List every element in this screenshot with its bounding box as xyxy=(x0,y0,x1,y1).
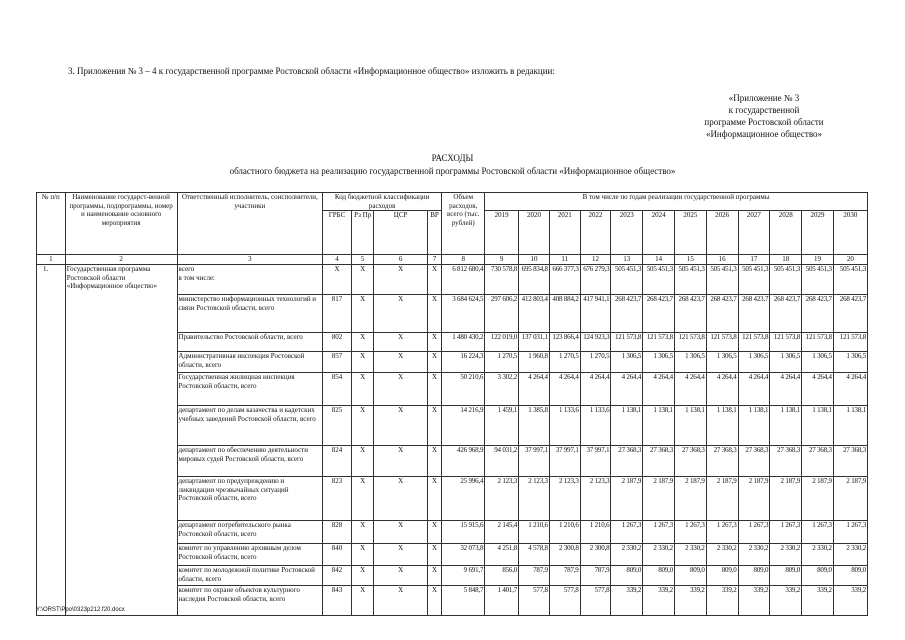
year-value-cell: 339,2 xyxy=(738,586,770,616)
year-value-cell: 339,2 xyxy=(611,586,643,616)
grbs-cell: 825 xyxy=(323,406,352,446)
executor-cell xyxy=(177,373,323,406)
year-value-cell: 676 279,3 xyxy=(580,265,611,295)
appendix-line: «Информационное общество» xyxy=(705,129,823,139)
appendix-line: «Приложение № 3 xyxy=(728,93,800,103)
year-value-cell: 268 423,7 xyxy=(643,295,675,333)
year-value-cell: 412 803,4 xyxy=(519,295,550,333)
vr-cell: X xyxy=(427,406,441,446)
header-vr: ВР xyxy=(427,211,441,255)
year-value-cell: 297 606,2 xyxy=(485,295,519,333)
executor-cell xyxy=(177,477,323,521)
year-value-cell: 27 368,3 xyxy=(611,446,643,477)
year-value-cell: 809,0 xyxy=(706,566,738,586)
header-volume: Объем расходов, всего (тыс. рублей) xyxy=(442,193,485,255)
rzpr-cell: X xyxy=(351,446,374,477)
vr-cell: X xyxy=(427,295,441,333)
year-value-cell: 1 138,1 xyxy=(706,406,738,446)
rzpr-cell: X xyxy=(351,373,374,406)
year-value-cell: 2 123,3 xyxy=(485,477,519,521)
executor-text: министерство информационных технологий и связи Ростовской области, всего xyxy=(178,295,317,312)
program-name: Государственная программа Ростовской области «Информационное общество» xyxy=(65,265,177,616)
vr-cell: X xyxy=(427,477,441,521)
csr-cell: X xyxy=(374,586,427,616)
column-index: 6 xyxy=(374,255,427,265)
grbs-cell: 840 xyxy=(323,544,352,566)
column-index: 17 xyxy=(738,255,770,265)
header-year: 2024 xyxy=(643,211,675,255)
year-value-cell: 2 330,2 xyxy=(802,544,834,566)
year-value-cell: 1 270,5 xyxy=(580,352,611,373)
vr-cell: X xyxy=(427,566,441,586)
executor-text: комитет по молодежной политике Ростовской области, всего xyxy=(178,566,315,583)
year-value-cell: 37 997,1 xyxy=(519,446,550,477)
year-value-cell: 339,2 xyxy=(833,586,867,616)
header-name: Наименование государст-венной программы, подпрограммы, номер и наименование основного мероприятия xyxy=(65,193,177,255)
year-value-cell: 268 423,7 xyxy=(770,295,802,333)
total-cell: 50 210,6 xyxy=(442,373,485,406)
year-value-cell: 2 330,2 xyxy=(611,544,643,566)
column-index: 11 xyxy=(549,255,580,265)
vr-cell: X xyxy=(427,352,441,373)
year-value-cell: 3 302,2 xyxy=(485,373,519,406)
year-value-cell: 2 187,9 xyxy=(833,477,867,521)
column-index: 8 xyxy=(442,255,485,265)
year-value-cell: 505 451,3 xyxy=(674,265,706,295)
year-value-cell: 27 368,3 xyxy=(706,446,738,477)
year-value-cell: 1 210,6 xyxy=(519,521,550,544)
year-value-cell: 37 997,1 xyxy=(549,446,580,477)
total-cell: 15 915,6 xyxy=(442,521,485,544)
header-year: 2029 xyxy=(802,211,834,255)
year-value-cell: 339,2 xyxy=(706,586,738,616)
header-year: 2026 xyxy=(706,211,738,255)
year-value-cell: 505 451,3 xyxy=(833,265,867,295)
year-value-cell: 1 960,8 xyxy=(519,352,550,373)
year-value-cell: 2 187,9 xyxy=(802,477,834,521)
total-cell: 9 691,7 xyxy=(442,566,485,586)
year-value-cell: 1 138,1 xyxy=(770,406,802,446)
total-cell: 14 216,9 xyxy=(442,406,485,446)
grbs-cell: 842 xyxy=(323,566,352,586)
executor-text: департамент по делам казачества и кадетских учебных заведений Ростовской области, всего xyxy=(178,406,316,423)
year-value-cell: 4 264,4 xyxy=(802,373,834,406)
year-value-cell: 122 019,0 xyxy=(485,333,519,352)
header-budget-code: Код бюджетной классификации расходов xyxy=(323,193,442,211)
year-value-cell: 809,0 xyxy=(802,566,834,586)
year-value-cell: 695 834,8 xyxy=(519,265,550,295)
column-index: 16 xyxy=(706,255,738,265)
year-value-cell: 809,0 xyxy=(643,566,675,586)
year-value-cell: 809,0 xyxy=(611,566,643,586)
appendix-caption xyxy=(679,92,849,140)
year-value-cell: 2 330,2 xyxy=(833,544,867,566)
header-rzpr: Рз Пр xyxy=(351,211,374,255)
year-value-cell: 1 138,1 xyxy=(833,406,867,446)
year-value-cell: 94 031,2 xyxy=(485,446,519,477)
year-value-cell: 2 123,3 xyxy=(519,477,550,521)
document-title: РАСХОДЫ xyxy=(431,153,474,163)
year-value-cell: 1 138,1 xyxy=(674,406,706,446)
column-index: 13 xyxy=(611,255,643,265)
csr-cell: X xyxy=(374,544,427,566)
year-value-cell: 4 264,4 xyxy=(611,373,643,406)
appendix-line: программе Ростовской области xyxy=(704,117,824,127)
year-value-cell: 2 187,9 xyxy=(738,477,770,521)
year-value-cell: 1 267,3 xyxy=(770,521,802,544)
executor-cell xyxy=(177,521,323,544)
csr-cell: X xyxy=(374,295,427,333)
grbs-cell: 802 xyxy=(323,333,352,352)
header-year: 2027 xyxy=(738,211,770,255)
column-index-row xyxy=(37,255,868,265)
vr-cell: X xyxy=(427,333,441,352)
year-value-cell: 268 423,7 xyxy=(738,295,770,333)
grbs-cell: 824 xyxy=(323,446,352,477)
year-value-cell: 268 423,7 xyxy=(833,295,867,333)
year-value-cell: 1 270,5 xyxy=(485,352,519,373)
header-year: 2022 xyxy=(580,211,611,255)
csr-cell: X xyxy=(374,352,427,373)
header-csr: ЦСР xyxy=(374,211,427,255)
total-cell: 5 848,7 xyxy=(442,586,485,616)
year-value-cell: 268 423,7 xyxy=(611,295,643,333)
year-value-cell: 1 267,3 xyxy=(643,521,675,544)
year-value-cell: 787,9 xyxy=(549,566,580,586)
executor-cell xyxy=(177,566,323,586)
executor-text: Административная инспекция Ростовской области, всего xyxy=(178,352,305,369)
year-value-cell: 577,8 xyxy=(519,586,550,616)
year-value-cell: 787,9 xyxy=(519,566,550,586)
year-value-cell: 339,2 xyxy=(770,586,802,616)
expenses-table xyxy=(36,192,868,616)
year-value-cell: 121 573,8 xyxy=(802,333,834,352)
column-index: 5 xyxy=(351,255,374,265)
year-value-cell: 577,8 xyxy=(549,586,580,616)
rzpr-cell: X xyxy=(351,477,374,521)
executor-text: департамент потребительского рынка Ростовской области, всего xyxy=(178,521,291,538)
rzpr-cell: X xyxy=(351,295,374,333)
total-cell: 16 224,3 xyxy=(442,352,485,373)
year-value-cell: 1 401,7 xyxy=(485,586,519,616)
csr-cell: X xyxy=(374,566,427,586)
year-value-cell: 1 138,1 xyxy=(611,406,643,446)
year-value-cell: 417 941,1 xyxy=(580,295,611,333)
column-index: 7 xyxy=(427,255,441,265)
header-row xyxy=(37,193,868,211)
year-value-cell: 2 330,2 xyxy=(674,544,706,566)
year-value-cell: 268 423,7 xyxy=(674,295,706,333)
year-value-cell: 1 385,8 xyxy=(519,406,550,446)
csr-cell: X xyxy=(374,265,427,295)
year-value-cell: 2 187,9 xyxy=(706,477,738,521)
year-value-cell: 2 330,2 xyxy=(770,544,802,566)
executor-text: комитет по охране объектов культурного наследия Ростовской области, всего xyxy=(178,586,300,603)
executor-cell xyxy=(177,406,323,446)
header-year: 2023 xyxy=(611,211,643,255)
year-value-cell: 1 267,3 xyxy=(738,521,770,544)
year-value-cell: 1 267,3 xyxy=(611,521,643,544)
grbs-cell: 843 xyxy=(323,586,352,616)
vr-cell: X xyxy=(427,586,441,616)
column-index: 18 xyxy=(770,255,802,265)
appendix-line: к государственной xyxy=(728,105,800,115)
grbs-cell: 817 xyxy=(323,295,352,333)
csr-cell: X xyxy=(374,406,427,446)
year-value-cell: 339,2 xyxy=(674,586,706,616)
year-value-cell: 268 423,7 xyxy=(706,295,738,333)
grbs-cell: 854 xyxy=(323,373,352,406)
total-cell: 426 968,9 xyxy=(442,446,485,477)
column-index: 9 xyxy=(485,255,519,265)
year-value-cell: 4 264,4 xyxy=(738,373,770,406)
total-cell: 1 480 430,2 xyxy=(442,333,485,352)
column-index: 20 xyxy=(833,255,867,265)
header-year: 2020 xyxy=(519,211,550,255)
executor-cell xyxy=(177,544,323,566)
year-value-cell: 4 264,4 xyxy=(580,373,611,406)
year-value-cell: 1 210,6 xyxy=(580,521,611,544)
year-value-cell: 1 306,5 xyxy=(738,352,770,373)
year-value-cell: 1 270,5 xyxy=(549,352,580,373)
rzpr-cell: X xyxy=(351,566,374,586)
year-value-cell: 121 573,8 xyxy=(770,333,802,352)
executor-text: в том числе: xyxy=(178,273,216,282)
year-value-cell: 4 264,4 xyxy=(549,373,580,406)
intro-paragraph: 3. Приложения № 3 – 4 к государственной программе Ростовской области «Информационное общество» изложить в редакции: xyxy=(68,66,555,76)
year-value-cell: 27 368,3 xyxy=(643,446,675,477)
total-cell: 25 996,4 xyxy=(442,477,485,521)
year-value-cell: 4 264,4 xyxy=(833,373,867,406)
executor-text: всего xyxy=(178,265,195,274)
year-value-cell: 1 138,1 xyxy=(738,406,770,446)
year-value-cell: 1 267,3 xyxy=(674,521,706,544)
csr-cell: X xyxy=(374,333,427,352)
header-year: 2019 xyxy=(485,211,519,255)
vr-cell: X xyxy=(427,265,441,295)
year-value-cell: 1 267,3 xyxy=(706,521,738,544)
column-index: 3 xyxy=(177,255,323,265)
year-value-cell: 2 187,9 xyxy=(643,477,675,521)
year-value-cell: 27 368,3 xyxy=(802,446,834,477)
year-value-cell: 4 251,8 xyxy=(485,544,519,566)
executor-cell xyxy=(177,333,323,352)
column-index: 4 xyxy=(323,255,352,265)
year-value-cell: 1 133,6 xyxy=(580,406,611,446)
vr-cell: X xyxy=(427,373,441,406)
year-value-cell: 1 306,5 xyxy=(706,352,738,373)
year-value-cell: 408 884,2 xyxy=(549,295,580,333)
column-index: 10 xyxy=(519,255,550,265)
year-value-cell: 1 267,3 xyxy=(802,521,834,544)
year-value-cell: 1 459,1 xyxy=(485,406,519,446)
year-value-cell: 124 923,3 xyxy=(580,333,611,352)
year-value-cell: 4 264,4 xyxy=(519,373,550,406)
header-executor: Ответственный исполнитель, соисполнители, участники xyxy=(177,193,323,255)
year-value-cell: 809,0 xyxy=(770,566,802,586)
year-value-cell: 339,2 xyxy=(802,586,834,616)
year-value-cell: 809,0 xyxy=(833,566,867,586)
executor-text: департамент по обеспечению деятельности мировых судей Ростовской области, всего xyxy=(178,446,308,463)
executor-cell xyxy=(177,265,323,295)
rzpr-cell: X xyxy=(351,406,374,446)
year-value-cell: 1 138,1 xyxy=(643,406,675,446)
year-value-cell: 121 573,8 xyxy=(706,333,738,352)
year-value-cell: 27 368,3 xyxy=(770,446,802,477)
year-value-cell: 137 031,1 xyxy=(519,333,550,352)
total-cell: 3 684 624,5 xyxy=(442,295,485,333)
year-value-cell: 505 451,3 xyxy=(643,265,675,295)
year-value-cell: 1 210,6 xyxy=(549,521,580,544)
total-cell: 32 073,8 xyxy=(442,544,485,566)
year-value-cell: 37 997,1 xyxy=(580,446,611,477)
year-value-cell: 4 578,8 xyxy=(519,544,550,566)
year-value-cell: 505 451,3 xyxy=(706,265,738,295)
executor-cell xyxy=(177,352,323,373)
csr-cell: X xyxy=(374,521,427,544)
grbs-cell: X xyxy=(323,265,352,295)
grbs-cell: 857 xyxy=(323,352,352,373)
rzpr-cell: X xyxy=(351,586,374,616)
vr-cell: X xyxy=(427,544,441,566)
year-value-cell: 27 368,3 xyxy=(674,446,706,477)
executor-text: департамент по предупреждению и ликвидации чрезвычайных ситуаций Ростовской области, всего xyxy=(178,477,289,503)
year-value-cell: 4 264,4 xyxy=(706,373,738,406)
executor-text: Правительство Ростовской области, всего xyxy=(178,333,303,342)
year-value-cell: 2 330,2 xyxy=(706,544,738,566)
year-value-cell: 2 123,3 xyxy=(580,477,611,521)
column-index: 12 xyxy=(580,255,611,265)
rzpr-cell: X xyxy=(351,544,374,566)
year-value-cell: 2 145,4 xyxy=(485,521,519,544)
rzpr-cell: X xyxy=(351,333,374,352)
year-value-cell: 505 451,3 xyxy=(802,265,834,295)
year-value-cell: 2 187,9 xyxy=(674,477,706,521)
year-value-cell: 505 451,3 xyxy=(770,265,802,295)
file-path-footer: Y:\ORST\Ppo\0323p212.f20.docx xyxy=(36,607,125,613)
executor-cell xyxy=(177,446,323,477)
header-year: 2021 xyxy=(549,211,580,255)
document-subtitle: областного бюджета на реализацию государственной программы Ростовской области «Информационное общество» xyxy=(229,166,676,176)
executor-text: Государственная жилищная инспекция Ростовской области, всего xyxy=(178,373,295,390)
year-value-cell: 123 866,4 xyxy=(549,333,580,352)
year-value-cell: 2 123,3 xyxy=(549,477,580,521)
executor-cell xyxy=(177,586,323,616)
rzpr-cell: X xyxy=(351,352,374,373)
executor-text: комитет по управлению архивным делом Ростовской области, всего xyxy=(178,544,301,561)
year-value-cell: 505 451,3 xyxy=(738,265,770,295)
year-value-cell: 4 264,4 xyxy=(674,373,706,406)
year-value-cell: 27 368,3 xyxy=(833,446,867,477)
year-value-cell: 577,8 xyxy=(580,586,611,616)
year-value-cell: 787,9 xyxy=(580,566,611,586)
header-years-group: В том числе по годам реализации государственной программы xyxy=(485,193,868,211)
year-value-cell: 2 187,9 xyxy=(770,477,802,521)
year-value-cell: 2 187,9 xyxy=(611,477,643,521)
year-value-cell: 4 264,4 xyxy=(643,373,675,406)
column-index: 15 xyxy=(674,255,706,265)
year-value-cell: 2 300,8 xyxy=(580,544,611,566)
table-row xyxy=(37,265,868,295)
year-value-cell: 2 330,2 xyxy=(643,544,675,566)
grbs-cell: 823 xyxy=(323,477,352,521)
vr-cell: X xyxy=(427,446,441,477)
year-value-cell: 121 573,8 xyxy=(643,333,675,352)
rzpr-cell: X xyxy=(351,265,374,295)
year-value-cell: 666 377,3 xyxy=(549,265,580,295)
year-value-cell: 4 264,4 xyxy=(770,373,802,406)
year-value-cell: 856,0 xyxy=(485,566,519,586)
vr-cell: X xyxy=(427,521,441,544)
column-index: 14 xyxy=(643,255,675,265)
year-value-cell: 1 133,6 xyxy=(549,406,580,446)
column-index: 2 xyxy=(65,255,177,265)
column-index: 1 xyxy=(37,255,66,265)
year-value-cell: 1 306,5 xyxy=(674,352,706,373)
executor-cell xyxy=(177,295,323,333)
year-value-cell: 121 573,8 xyxy=(833,333,867,352)
header-num: № п/п xyxy=(37,193,66,255)
csr-cell: X xyxy=(374,477,427,521)
header-grbs: ГРБС xyxy=(323,211,352,255)
year-value-cell: 2 330,2 xyxy=(738,544,770,566)
total-cell: 6 812 680,4 xyxy=(442,265,485,295)
year-value-cell: 2 300,8 xyxy=(549,544,580,566)
year-value-cell: 1 306,5 xyxy=(770,352,802,373)
year-value-cell: 1 306,5 xyxy=(833,352,867,373)
year-value-cell: 27 368,3 xyxy=(738,446,770,477)
program-number: 1. xyxy=(37,265,66,616)
year-value-cell: 505 451,3 xyxy=(611,265,643,295)
year-value-cell: 268 423,7 xyxy=(802,295,834,333)
csr-cell: X xyxy=(374,446,427,477)
year-value-cell: 809,0 xyxy=(738,566,770,586)
csr-cell: X xyxy=(374,373,427,406)
year-value-cell: 1 306,5 xyxy=(643,352,675,373)
year-value-cell: 809,0 xyxy=(674,566,706,586)
header-year: 2028 xyxy=(770,211,802,255)
grbs-cell: 828 xyxy=(323,521,352,544)
year-value-cell: 339,2 xyxy=(643,586,675,616)
rzpr-cell: X xyxy=(351,521,374,544)
column-index: 19 xyxy=(802,255,834,265)
year-value-cell: 1 138,1 xyxy=(802,406,834,446)
year-value-cell: 730 578,8 xyxy=(485,265,519,295)
year-value-cell: 1 306,5 xyxy=(611,352,643,373)
header-year: 2025 xyxy=(674,211,706,255)
year-value-cell: 121 573,8 xyxy=(674,333,706,352)
year-value-cell: 1 306,5 xyxy=(802,352,834,373)
year-value-cell: 1 267,3 xyxy=(833,521,867,544)
year-value-cell: 121 573,8 xyxy=(611,333,643,352)
year-value-cell: 121 573,8 xyxy=(738,333,770,352)
header-year: 2030 xyxy=(833,211,867,255)
